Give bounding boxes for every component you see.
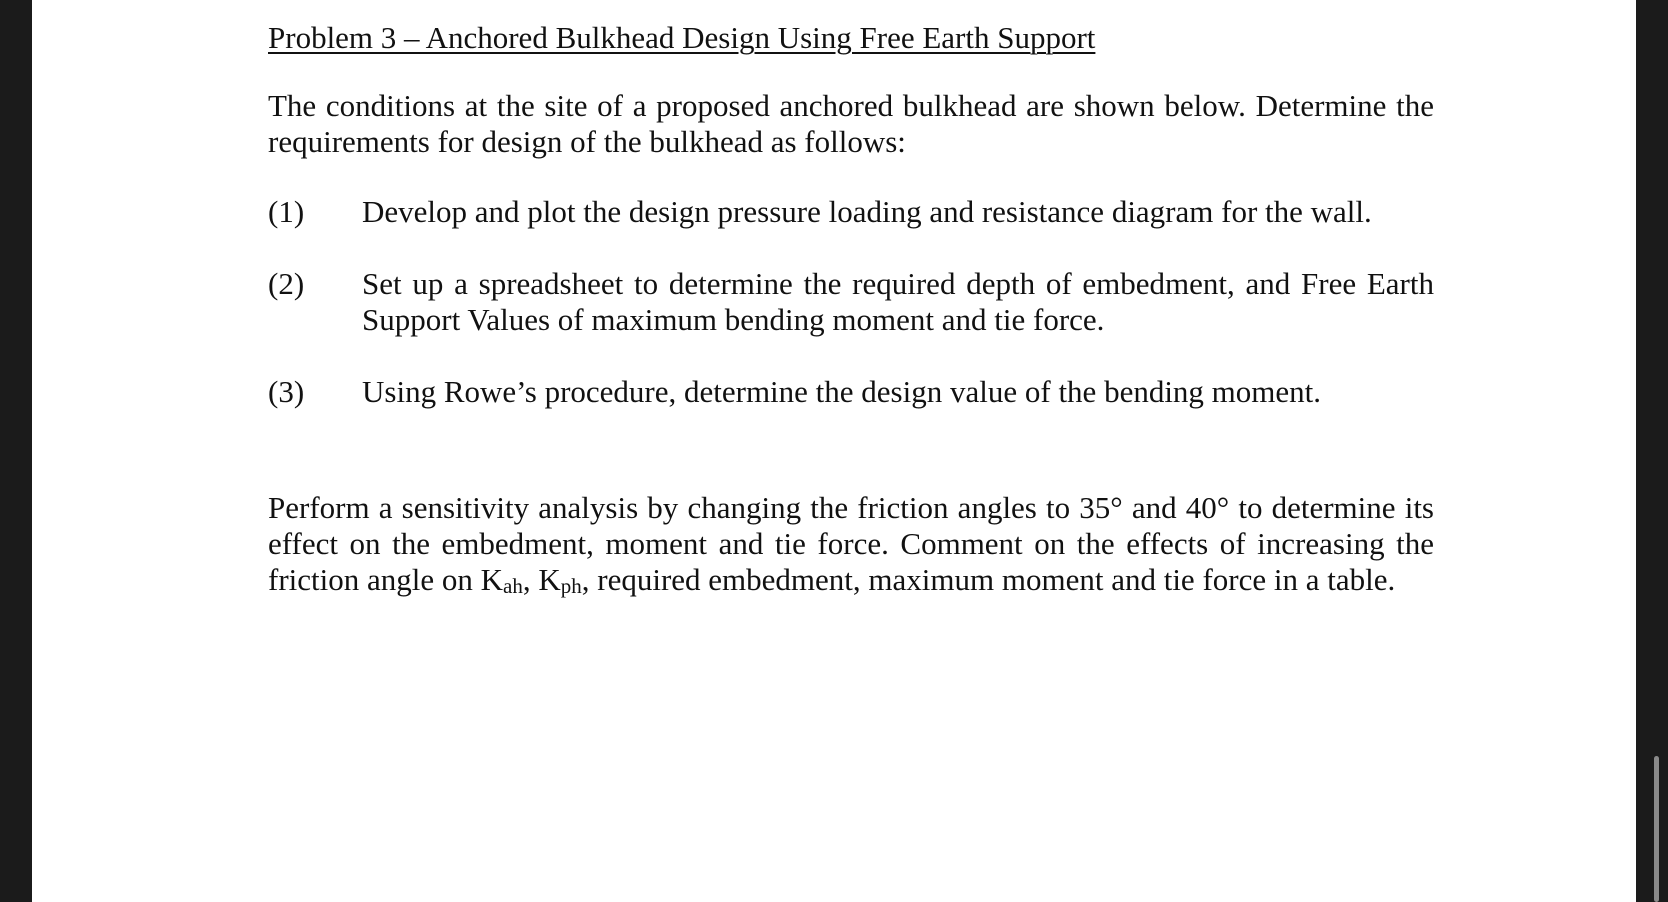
- page-content: [268, 16, 1434, 598]
- sensitivity-text-start: Perform a sensitivity analysis by changing the friction angles to 35° and 40° to determine its effect on the embedment, moment and tie force. Comment on the effects of increasing the friction angle on: [268, 490, 1434, 597]
- item-text: Set up a spreadsheet to determine the required depth of embedment, and Free Earth Support Values of maximum bending moment and tie force.: [362, 266, 1434, 337]
- item-text: Using Rowe’s procedure, determine the design value of the bending moment.: [362, 374, 1322, 409]
- list-item: [268, 374, 1434, 410]
- sensitivity-paragraph: Perform a sensitivity analysis by changing the friction angles to 35° and 40° to determine its effect on the embedment, moment and tie force. Comment on the effects of increasing the friction angle on $K_{ah}$, $K_{ph}$, required embedment, maximum moment and tie force in a table.: [268, 490, 1434, 598]
- item-text: Develop and plot the design pressure loading and resistance diagram for the wall.: [362, 194, 1372, 229]
- item-number: (2): [268, 266, 305, 301]
- list-item: [268, 194, 1434, 230]
- problem-title: Problem 3 – Anchored Bulkhead Design Using Free Earth Support: [268, 20, 1096, 55]
- kah-symbol: $K_{ah}$: [480, 562, 523, 598]
- scrollbar-thumb[interactable]: [1654, 756, 1659, 902]
- item-number: (1): [268, 194, 305, 229]
- document-page: [32, 0, 1636, 902]
- requirements-list: [268, 194, 1434, 410]
- kph-symbol: $K_{ph}$: [538, 562, 582, 598]
- sensitivity-text-end: , required embedment, maximum moment and tie force in a table.: [581, 562, 1396, 597]
- item-number: (3): [268, 374, 305, 409]
- intro-paragraph: The conditions at the site of a proposed anchored bulkhead are shown below. Determine the requirements for design of the bulkhead as follows:: [268, 88, 1434, 159]
- list-item: [268, 266, 1434, 338]
